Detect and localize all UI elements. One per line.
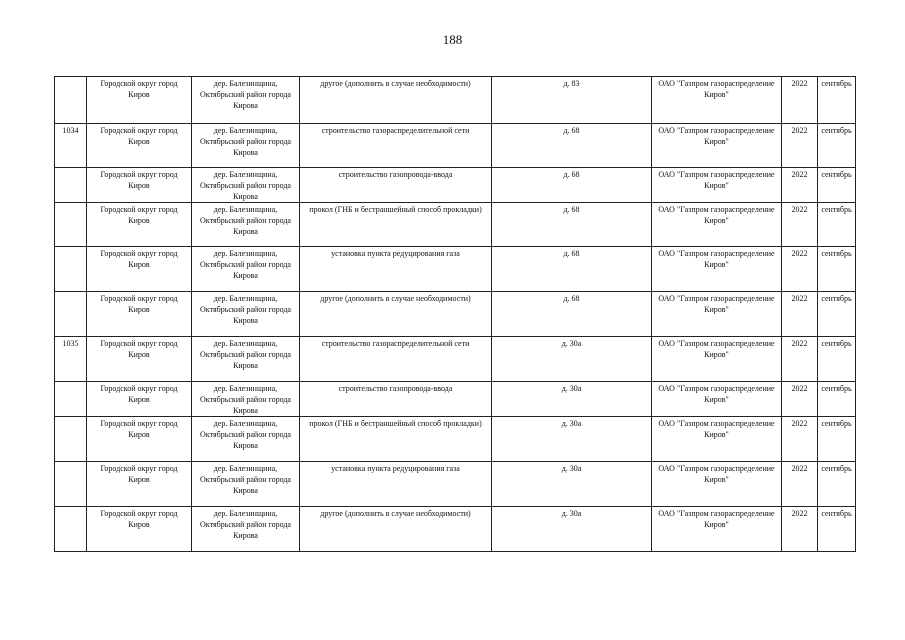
house-number-cell: д. 68 — [492, 292, 652, 337]
work-type-cell: строительство газораспределительной сети — [300, 337, 492, 382]
work-type-cell: другое (дополнить в случае необходимости) — [300, 77, 492, 124]
row-number — [55, 292, 87, 337]
year-cell: 2022 — [782, 77, 818, 124]
work-type-cell: строительство газораспределительной сети — [300, 124, 492, 168]
row-number — [55, 203, 87, 247]
row-number — [55, 507, 87, 552]
table-row — [55, 417, 856, 462]
month-cell: сентябрь — [818, 417, 856, 462]
year-cell: 2022 — [782, 203, 818, 247]
locality-cell: дер. Балезинщина, Октябрьский район города Кирова — [192, 203, 300, 247]
municipality-cell: Городской округ город Киров — [87, 124, 192, 168]
year-cell: 2022 — [782, 337, 818, 382]
organization-cell: ОАО "Газпром газораспределение Киров" — [652, 124, 782, 168]
house-number-cell: д. 68 — [492, 124, 652, 168]
work-type-cell: установка пункта редуцирования газа — [300, 247, 492, 292]
organization-cell: ОАО "Газпром газораспределение Киров" — [652, 168, 782, 203]
locality-cell: дер. Балезинщина, Октябрьский район города Кирова — [192, 168, 300, 203]
municipality-cell: Городской округ город Киров — [87, 77, 192, 124]
municipality-cell: Городской округ город Киров — [87, 382, 192, 417]
table-row — [55, 203, 856, 247]
year-cell: 2022 — [782, 124, 818, 168]
month-cell: сентябрь — [818, 124, 856, 168]
municipality-cell: Городской округ город Киров — [87, 417, 192, 462]
municipality-cell: Городской округ город Киров — [87, 292, 192, 337]
row-number — [55, 168, 87, 203]
municipality-cell: Городской округ город Киров — [87, 203, 192, 247]
organization-cell: ОАО "Газпром газораспределение Киров" — [652, 292, 782, 337]
table-row — [55, 382, 856, 417]
house-number-cell: д. 30а — [492, 417, 652, 462]
locality-cell: дер. Балезинщина, Октябрьский район города Кирова — [192, 337, 300, 382]
table-row — [55, 124, 856, 168]
work-type-cell: другое (дополнить в случае необходимости) — [300, 507, 492, 552]
table-row — [55, 247, 856, 292]
work-type-cell: прокол (ГНБ и бестраншейный способ прокладки) — [300, 417, 492, 462]
locality-cell: дер. Балезинщина, Октябрьский район города Кирова — [192, 124, 300, 168]
table-row — [55, 292, 856, 337]
year-cell: 2022 — [782, 462, 818, 507]
month-cell: сентябрь — [818, 203, 856, 247]
organization-cell: ОАО "Газпром газораспределение Киров" — [652, 203, 782, 247]
year-cell: 2022 — [782, 168, 818, 203]
month-cell: сентябрь — [818, 382, 856, 417]
house-number-cell: д. 30а — [492, 507, 652, 552]
municipality-cell: Городской округ город Киров — [87, 462, 192, 507]
table-row — [55, 337, 856, 382]
table-row — [55, 507, 856, 552]
table-row — [55, 168, 856, 203]
work-type-cell: установка пункта редуцирования газа — [300, 462, 492, 507]
month-cell: сентябрь — [818, 462, 856, 507]
row-number — [55, 247, 87, 292]
work-type-cell: другое (дополнить в случае необходимости) — [300, 292, 492, 337]
organization-cell: ОАО "Газпром газораспределение Киров" — [652, 462, 782, 507]
row-number — [55, 77, 87, 124]
row-number — [55, 417, 87, 462]
table-row — [55, 77, 856, 124]
municipality-cell: Городской округ город Киров — [87, 168, 192, 203]
locality-cell: дер. Балезинщина, Октябрьский район города Кирова — [192, 292, 300, 337]
row-number — [55, 382, 87, 417]
month-cell: сентябрь — [818, 337, 856, 382]
month-cell: сентябрь — [818, 292, 856, 337]
row-number — [55, 462, 87, 507]
month-cell: сентябрь — [818, 168, 856, 203]
year-cell: 2022 — [782, 507, 818, 552]
work-type-cell: строительство газопровода-ввода — [300, 382, 492, 417]
works-table — [54, 76, 856, 552]
locality-cell: дер. Балезинщина, Октябрьский район города Кирова — [192, 382, 300, 417]
house-number-cell: д. 30а — [492, 382, 652, 417]
month-cell: сентябрь — [818, 247, 856, 292]
work-type-cell: строительство газопровода-ввода — [300, 168, 492, 203]
locality-cell: дер. Балезинщина, Октябрьский район города Кирова — [192, 247, 300, 292]
organization-cell: ОАО "Газпром газораспределение Киров" — [652, 337, 782, 382]
page-number: 188 — [442, 32, 463, 47]
house-number-cell: д. 68 — [492, 168, 652, 203]
municipality-cell: Городской округ город Киров — [87, 507, 192, 552]
year-cell: 2022 — [782, 417, 818, 462]
row-number: 1034 — [55, 124, 87, 168]
municipality-cell: Городской округ город Киров — [87, 337, 192, 382]
locality-cell: дер. Балезинщина, Октябрьский район города Кирова — [192, 462, 300, 507]
locality-cell: дер. Балезинщина, Октябрьский район города Кирова — [192, 507, 300, 552]
organization-cell: ОАО "Газпром газораспределение Киров" — [652, 382, 782, 417]
house-number-cell: д. 83 — [492, 77, 652, 124]
locality-cell: дер. Балезинщина, Октябрьский район города Кирова — [192, 77, 300, 124]
house-number-cell: д. 68 — [492, 203, 652, 247]
month-cell: сентябрь — [818, 507, 856, 552]
year-cell: 2022 — [782, 247, 818, 292]
organization-cell: ОАО "Газпром газораспределение Киров" — [652, 507, 782, 552]
organization-cell: ОАО "Газпром газораспределение Киров" — [652, 77, 782, 124]
house-number-cell: д. 30а — [492, 337, 652, 382]
year-cell: 2022 — [782, 382, 818, 417]
row-number: 1035 — [55, 337, 87, 382]
municipality-cell: Городской округ город Киров — [87, 247, 192, 292]
year-cell: 2022 — [782, 292, 818, 337]
house-number-cell: д. 68 — [492, 247, 652, 292]
organization-cell: ОАО "Газпром газораспределение Киров" — [652, 417, 782, 462]
month-cell: сентябрь — [818, 77, 856, 124]
work-type-cell: прокол (ГНБ и бестраншейный способ прокладки) — [300, 203, 492, 247]
table-row — [55, 462, 856, 507]
organization-cell: ОАО "Газпром газораспределение Киров" — [652, 247, 782, 292]
locality-cell: дер. Балезинщина, Октябрьский район города Кирова — [192, 417, 300, 462]
house-number-cell: д. 30а — [492, 462, 652, 507]
